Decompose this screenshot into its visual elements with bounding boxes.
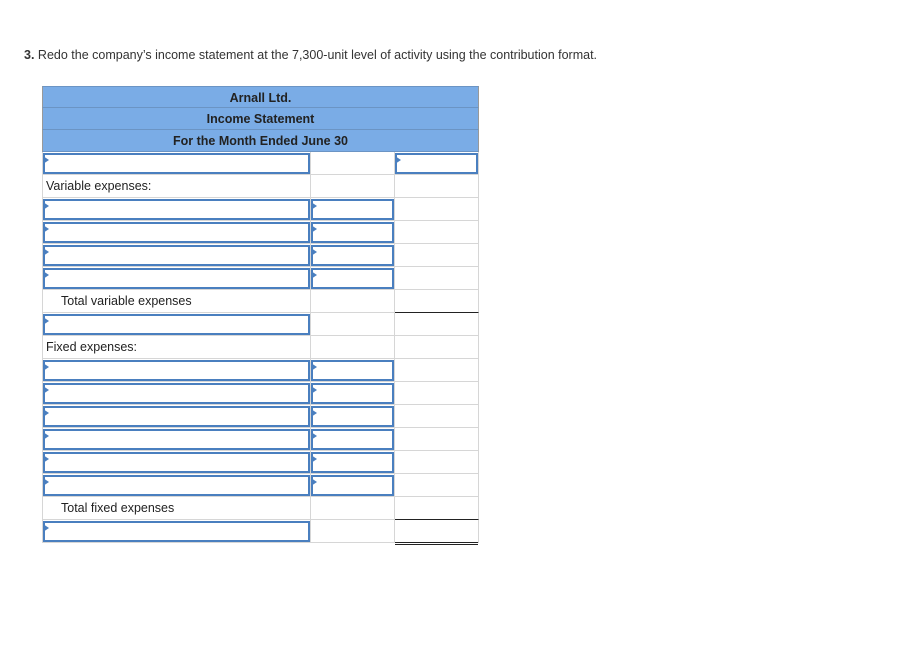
empty-cell: [311, 497, 395, 520]
table-row: [42, 221, 479, 244]
label-cell: [42, 175, 311, 198]
empty-cell: [395, 267, 479, 290]
variable-expenses-label: Variable expenses:: [46, 179, 152, 193]
empty-cell: [311, 290, 395, 313]
table-row: [42, 520, 479, 543]
dropdown-arrow-icon: [311, 455, 317, 463]
statement-title: Income Statement: [42, 108, 479, 130]
label-input[interactable]: [43, 314, 310, 335]
dropdown-arrow-icon: [43, 156, 49, 164]
question-body: Redo the company’s income statement at the 7,300-unit level of activity using the contribution format.: [37, 48, 598, 62]
label-cell: [42, 290, 311, 313]
empty-cell: [311, 520, 395, 543]
label-input[interactable]: [43, 199, 310, 220]
fixed-expenses-label: Fixed expenses:: [46, 340, 138, 354]
question-number: 3.: [24, 48, 35, 62]
amount-cell[interactable]: [311, 382, 395, 405]
dropdown-arrow-icon: [311, 225, 317, 233]
dropdown-arrow-icon: [43, 432, 49, 440]
amount-input[interactable]: [395, 153, 478, 174]
dropdown-arrow-icon: [311, 271, 317, 279]
amount-input[interactable]: [311, 360, 394, 381]
label-input[interactable]: [43, 268, 310, 289]
dropdown-arrow-icon: [43, 271, 49, 279]
label-input[interactable]: [43, 429, 310, 450]
table-row: [42, 152, 479, 175]
dropdown-arrow-icon: [311, 478, 317, 486]
empty-cell: [395, 359, 479, 382]
empty-cell: [395, 428, 479, 451]
table-row: [42, 244, 479, 267]
label-cell[interactable]: [42, 428, 311, 451]
dropdown-arrow-icon: [43, 363, 49, 371]
amount-input[interactable]: [311, 475, 394, 496]
dropdown-arrow-icon: [311, 409, 317, 417]
dropdown-arrow-icon: [43, 248, 49, 256]
empty-cell: [395, 336, 479, 359]
empty-cell: [395, 198, 479, 221]
dropdown-arrow-icon: [43, 386, 49, 394]
amount-cell[interactable]: [311, 244, 395, 267]
question-text: [24, 48, 597, 62]
empty-cell: [311, 336, 395, 359]
dropdown-arrow-icon: [43, 225, 49, 233]
amount-cell[interactable]: [311, 474, 395, 497]
table-row: [42, 198, 479, 221]
label-cell[interactable]: [42, 405, 311, 428]
label-cell[interactable]: [42, 474, 311, 497]
statement-period: For the Month Ended June 30: [42, 130, 479, 152]
table-row: [42, 451, 479, 474]
amount-cell[interactable]: [311, 221, 395, 244]
table-row: [42, 290, 479, 313]
amount-input[interactable]: [311, 452, 394, 473]
label-input[interactable]: [43, 452, 310, 473]
dropdown-arrow-icon: [311, 202, 317, 210]
amount-cell[interactable]: [311, 198, 395, 221]
company-name: Arnall Ltd.: [42, 86, 479, 108]
label-cell: [42, 497, 311, 520]
amount-cell[interactable]: [395, 152, 479, 175]
empty-cell: [395, 244, 479, 267]
amount-cell[interactable]: [311, 428, 395, 451]
amount-input[interactable]: [311, 268, 394, 289]
dropdown-arrow-icon: [311, 363, 317, 371]
table-row: [42, 497, 479, 520]
table-row: [42, 382, 479, 405]
dropdown-arrow-icon: [311, 432, 317, 440]
amount-input[interactable]: [311, 383, 394, 404]
amount-cell[interactable]: [311, 405, 395, 428]
empty-cell: [311, 313, 395, 336]
dropdown-arrow-icon: [43, 455, 49, 463]
label-input[interactable]: [43, 153, 310, 174]
total-fixed-expenses-label: Total fixed expenses: [61, 501, 175, 515]
label-cell[interactable]: [42, 221, 311, 244]
label-cell[interactable]: [42, 359, 311, 382]
amount-input[interactable]: [311, 406, 394, 427]
amount-cell[interactable]: [311, 267, 395, 290]
label-input[interactable]: [43, 406, 310, 427]
empty-cell: [311, 175, 395, 198]
dropdown-arrow-icon: [311, 386, 317, 394]
empty-cell: [395, 382, 479, 405]
table-row: [42, 313, 479, 336]
label-cell[interactable]: [42, 244, 311, 267]
label-cell[interactable]: [42, 451, 311, 474]
amount-input[interactable]: [311, 199, 394, 220]
empty-cell: [395, 175, 479, 198]
amount-input[interactable]: [311, 222, 394, 243]
table-row: [42, 267, 479, 290]
empty-cell: [395, 474, 479, 497]
label-input[interactable]: [43, 222, 310, 243]
total-variable-expenses-label: Total variable expenses: [61, 294, 192, 308]
dropdown-arrow-icon: [395, 156, 401, 164]
dropdown-arrow-icon: [43, 409, 49, 417]
table-row: [42, 359, 479, 382]
dropdown-arrow-icon: [43, 478, 49, 486]
amount-cell[interactable]: [311, 451, 395, 474]
empty-cell: [311, 152, 395, 175]
amount-cell[interactable]: [311, 359, 395, 382]
label-cell[interactable]: [42, 267, 311, 290]
label-cell[interactable]: [42, 198, 311, 221]
table-row: [42, 474, 479, 497]
label-cell[interactable]: [42, 313, 311, 336]
table-row: [42, 428, 479, 451]
table-row: [42, 405, 479, 428]
label-cell[interactable]: [42, 520, 311, 543]
amount-input[interactable]: [311, 429, 394, 450]
label-cell: [42, 336, 311, 359]
label-input[interactable]: [43, 383, 310, 404]
empty-cell: [395, 451, 479, 474]
dropdown-arrow-icon: [43, 317, 49, 325]
empty-cell: [395, 405, 479, 428]
empty-cell: [395, 221, 479, 244]
label-input[interactable]: [43, 360, 310, 381]
dropdown-arrow-icon: [311, 248, 317, 256]
amount-input[interactable]: [311, 245, 394, 266]
table-row: [42, 336, 479, 359]
income-statement-table: [42, 86, 479, 543]
label-input[interactable]: [43, 521, 310, 542]
empty-cell: [395, 290, 479, 313]
label-input[interactable]: [43, 245, 310, 266]
empty-cell: [395, 520, 479, 543]
empty-cell: [395, 313, 479, 336]
label-input[interactable]: [43, 475, 310, 496]
table-row: [42, 175, 479, 198]
dropdown-arrow-icon: [43, 202, 49, 210]
dropdown-arrow-icon: [43, 524, 49, 532]
label-cell[interactable]: [42, 152, 311, 175]
empty-cell: [395, 497, 479, 520]
label-cell[interactable]: [42, 382, 311, 405]
